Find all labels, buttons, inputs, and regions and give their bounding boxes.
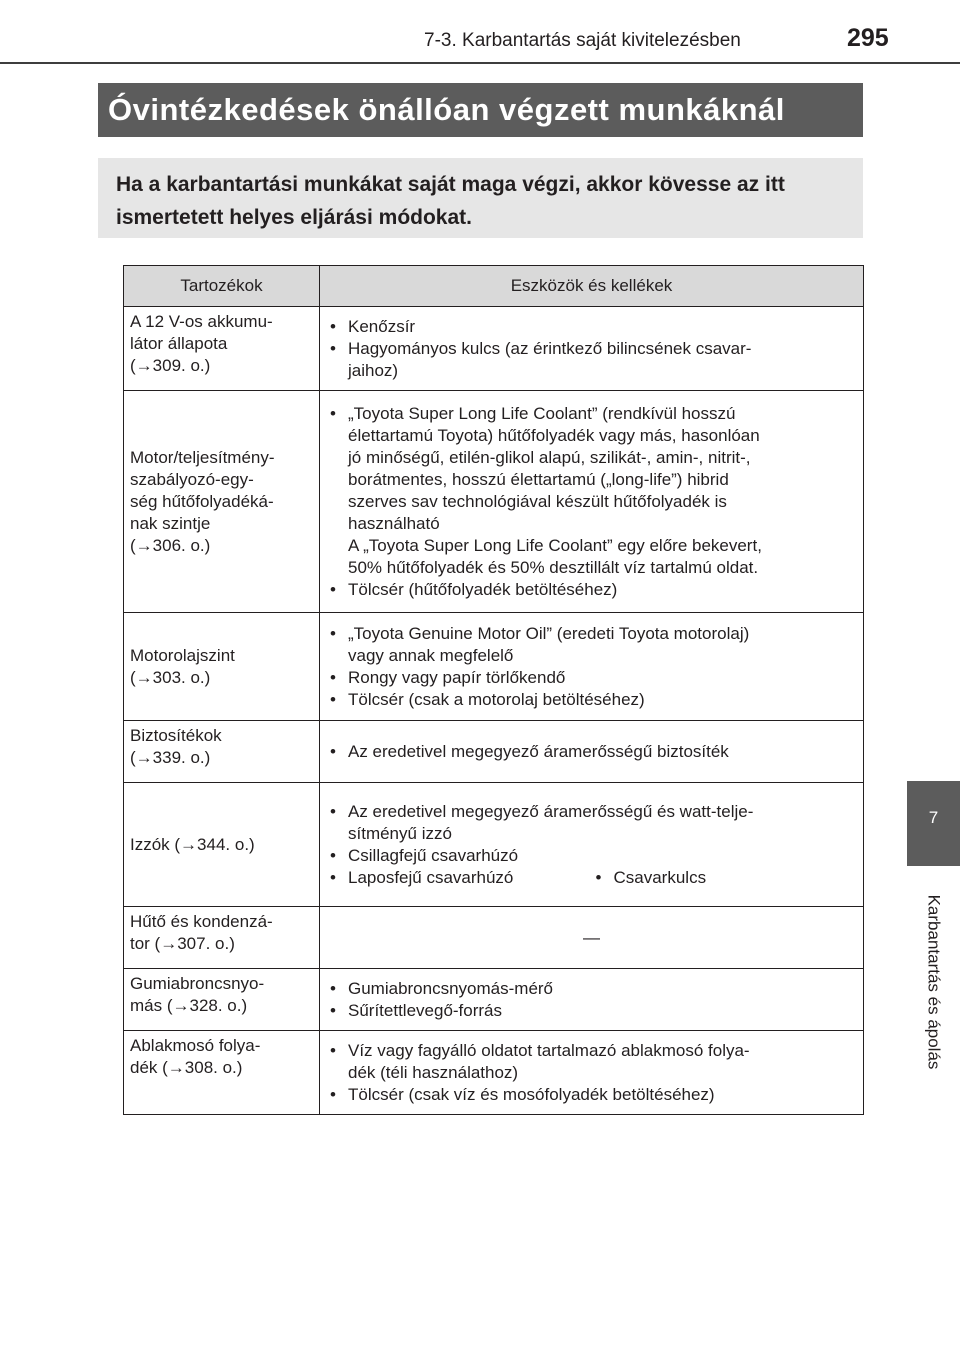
tools-cell bbox=[320, 969, 864, 1031]
tool-item: • Laposfejű csavarhúzó bbox=[326, 867, 592, 889]
accessory-cell: Hűtő és kondenzá- tor (→307. o.) bbox=[124, 907, 320, 969]
tools-list bbox=[326, 623, 857, 711]
table-row bbox=[124, 907, 864, 969]
accessory-cell: Gumiabroncsnyo- más (→328. o.) bbox=[124, 969, 320, 1031]
tools-list bbox=[326, 978, 857, 1022]
accessory-cell: Motorolajszint (→303. o.) bbox=[124, 613, 320, 721]
tool-item: • Tölcsér (csak víz és mosófolyadék betöltéséhez) bbox=[326, 1084, 857, 1106]
tools-cell bbox=[320, 307, 864, 391]
tool-item: • Tölcsér (csak a motorolaj betöltéséhez) bbox=[326, 689, 857, 711]
header-accessories: Tartozékok bbox=[124, 266, 320, 307]
tools-cell bbox=[320, 1031, 864, 1115]
tool-item: • Kenőzsír bbox=[326, 316, 857, 338]
table-row bbox=[124, 1031, 864, 1115]
tools-list bbox=[326, 1040, 857, 1106]
table-row bbox=[124, 721, 864, 783]
chapter-label bbox=[907, 872, 960, 1092]
tool-item: • Az eredetivel megegyező áramerősségű és watt-telje- sítményű izzó bbox=[326, 801, 857, 845]
tools-list bbox=[326, 741, 857, 763]
accessory-cell: A 12 V-os akkumu- látor állapota (→309. o.) bbox=[124, 307, 320, 391]
header-divider bbox=[0, 62, 960, 64]
table-row bbox=[124, 783, 864, 907]
table-row bbox=[124, 307, 864, 391]
tool-item: • Hagyományos kulcs (az érintkező bilincsének csavar- jaihoz) bbox=[326, 338, 857, 382]
intro-text: Ha a karbantartási munkákat saját maga végzi, akkor kövesse az itt ismertetett helyes eljárási módokat. bbox=[98, 158, 863, 238]
tools-cell bbox=[320, 613, 864, 721]
tool-item: • Csavarkulcs bbox=[592, 867, 858, 889]
chapter-tab: 7 bbox=[907, 781, 960, 866]
tools-list bbox=[326, 403, 857, 601]
tools-inline-list bbox=[326, 867, 857, 889]
tools-list bbox=[326, 801, 857, 867]
accessory-cell: Motor/teljesítmény- szabályozó-egy- ség hűtőfolyadéká- nak szintje (→306. o.) bbox=[124, 391, 320, 613]
tool-item: • Az eredetivel megegyező áramerősségű biztosíték bbox=[326, 741, 857, 763]
tool-item: • Rongy vagy papír törlőkendő bbox=[326, 667, 857, 689]
table-header-row bbox=[124, 266, 864, 307]
chapter-label-text: Karbantartás és ápolás bbox=[924, 894, 944, 1070]
tool-item: • Gumiabroncsnyomás-mérő bbox=[326, 978, 857, 1000]
tool-item: • Tölcsér (hűtőfolyadék betöltéséhez) bbox=[326, 579, 857, 601]
tools-cell bbox=[320, 783, 864, 907]
page-title: Óvintézkedések önállóan végzett munkáknál bbox=[98, 83, 863, 137]
section-title: 7-3. Karbantartás saját kivitelezésben bbox=[424, 30, 741, 51]
tool-item: • Csillagfejű csavarhúzó bbox=[326, 845, 857, 867]
table-row bbox=[124, 969, 864, 1031]
accessory-cell: Ablakmosó folya- dék (→308. o.) bbox=[124, 1031, 320, 1115]
accessory-cell: Izzók (→344. o.) bbox=[124, 783, 320, 907]
maintenance-table bbox=[123, 265, 864, 1115]
tools-cell bbox=[320, 391, 864, 613]
tool-item: • „Toyota Genuine Motor Oil” (eredeti Toyota motorolaj) vagy annak megfelelő bbox=[326, 623, 857, 667]
accessory-cell: Biztosítékok (→339. o.) bbox=[124, 721, 320, 783]
tools-cell bbox=[320, 721, 864, 783]
header-tools: Eszközök és kellékek bbox=[320, 266, 864, 307]
table-row bbox=[124, 391, 864, 613]
tool-item: • „Toyota Super Long Life Coolant” (rendkívül hosszú élettartamú Toyota) hűtőfolyadék vagy más, hasonlóan jó minőségű, etilén-glikol alapú, szilikát-, amin-, nitrit-, borátmentes, hosszú élettartamú („long-life”) hibrid szerves sav technológiával készült hűtőfolyadék is használható A „Toyota Super Long Life Coolant” egy előre bekevert, 50% hűtőfolyadék és 50% desztillált víz tartalmú oldat. bbox=[326, 403, 857, 579]
tool-item: • Sűrítettlevegő-forrás bbox=[326, 1000, 857, 1022]
tools-cell: — bbox=[320, 907, 864, 969]
tools-list bbox=[326, 316, 857, 382]
page-number: 295 bbox=[847, 24, 889, 52]
tool-item: • Víz vagy fagyálló oldatot tartalmazó ablakmosó folya- dék (téli használathoz) bbox=[326, 1040, 857, 1084]
table-row bbox=[124, 613, 864, 721]
